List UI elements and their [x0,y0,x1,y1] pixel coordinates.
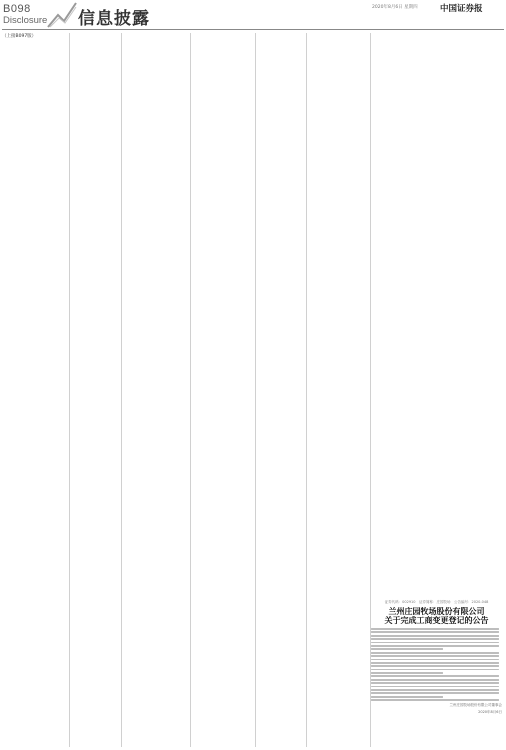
text-line [371,648,443,650]
header-rule [2,29,504,30]
column-6 [308,33,368,747]
text-line [371,699,499,701]
text-line [371,631,499,633]
section-subtitle: Disclosure [3,15,48,26]
text-line [371,682,499,684]
continuation-heading: （上接B097版） [2,34,37,39]
text-line [371,675,499,677]
column-divider [190,33,191,747]
announcement-company: 兰州庄园牧场股份有限公司 [388,606,485,616]
column-divider [255,33,256,747]
text-line [371,645,499,647]
announcement-date: 2020年8月6日 [478,710,502,714]
text-line [371,692,499,694]
text-line [371,642,499,644]
announcement-body [371,628,502,701]
column-7 [373,33,445,593]
column-8 [449,33,504,593]
column-1 [2,33,66,747]
column-3 [124,33,188,747]
text-line [371,659,499,661]
column-4 [192,33,252,747]
text-line [371,669,499,671]
column-divider [121,33,122,747]
announcement-meta: 证券代码：002910 证券简称：庄园牧场 公告编号：2020-048 [384,600,489,604]
column-divider [306,33,307,747]
masthead [0,0,506,30]
announcement-title: 关于完成工商变更登记的公告 [384,615,489,625]
announcement [371,600,502,712]
text-line [371,655,499,657]
text-line [371,638,499,640]
section-title: 信息披露 [78,9,150,29]
text-line [371,665,499,667]
column-2 [72,33,118,747]
text-line [371,662,499,664]
text-line [371,635,499,637]
text-line [371,628,499,630]
newspaper-name: 中国证券报 [440,4,483,14]
text-line [371,689,499,691]
issue-date: 2020年8月6日 星期四 [372,5,418,10]
text-line [371,686,499,688]
swoosh-logo-icon [46,1,78,29]
text-line [371,696,443,698]
announcement-signer: 兰州庄园牧场股份有限公司董事会 [449,703,502,707]
column-5 [258,33,304,747]
text-line [371,679,499,681]
text-line [371,652,499,654]
column-divider [69,33,70,747]
text-line [371,672,443,674]
page-number: B098 [3,3,31,15]
